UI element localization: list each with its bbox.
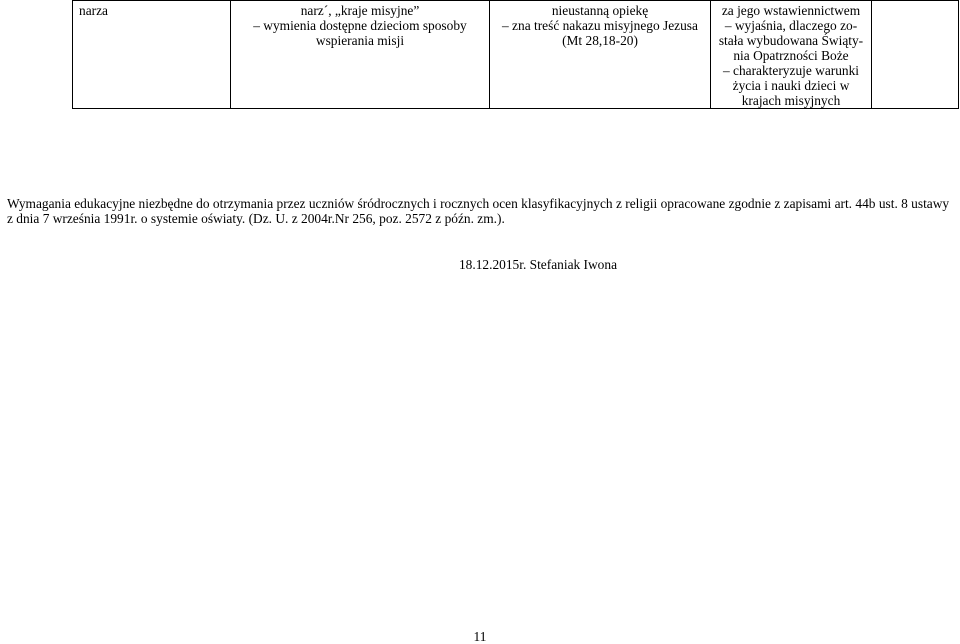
curriculum-table — [72, 0, 959, 109]
cell-4-line-4: nia Opatrzności Boże — [733, 48, 849, 63]
cell-2-line-2: – wymienia dostępne dzieciom sposoby — [253, 18, 467, 33]
cell-3-line-3: (Mt 28,18-20) — [562, 33, 638, 48]
table-cell-4 — [711, 1, 872, 109]
cell-4-line-2: – wyjaśnia, dlaczego zo- — [724, 18, 858, 33]
cell-2-line-3: wspierania misji — [315, 33, 405, 48]
page-number: 11 — [473, 629, 487, 644]
table-cell-2 — [231, 1, 490, 109]
cell-4-line-5: – charakteryzuje warunki — [722, 63, 860, 78]
table-cell-3 — [490, 1, 711, 109]
cell-3-line-2: – zna treść nakazu misyjnego Jezusa — [502, 18, 698, 33]
cell-3-line-1: nieustanną opiekę — [551, 3, 649, 18]
cell-4-line-1: za jego wstawiennictwem — [721, 3, 861, 18]
table-cell-1 — [73, 1, 231, 109]
cell-4-line-6: życia i nauki dzieci w — [732, 78, 850, 93]
requirements-paragraph: Wymagania edukacyjne niezbędne do otrzymania przez uczniów śródrocznych i rocznych ocen klasyfikacyjnych z religii opracowane zgodnie z zapisami art. 44b ust. 8 ustawy z dnia 7 września 1991r. o systemie oświaty. (Dz. U. z 2004r.Nr 256, poz. 2572 z późn. zm.). — [7, 196, 950, 226]
date-and-signature: 18.12.2015r. Stefaniak Iwona — [458, 257, 618, 272]
table-row — [73, 1, 959, 109]
table-cell-5 — [872, 1, 959, 109]
cell-2-line-1: narz´, „kraje misyjne” — [300, 3, 420, 18]
cell-4-line-7: krajach misyjnych — [741, 93, 841, 108]
cell-4-line-3: stała wybudowana Świąty- — [718, 33, 864, 48]
cell-1-text: narza — [79, 3, 108, 18]
